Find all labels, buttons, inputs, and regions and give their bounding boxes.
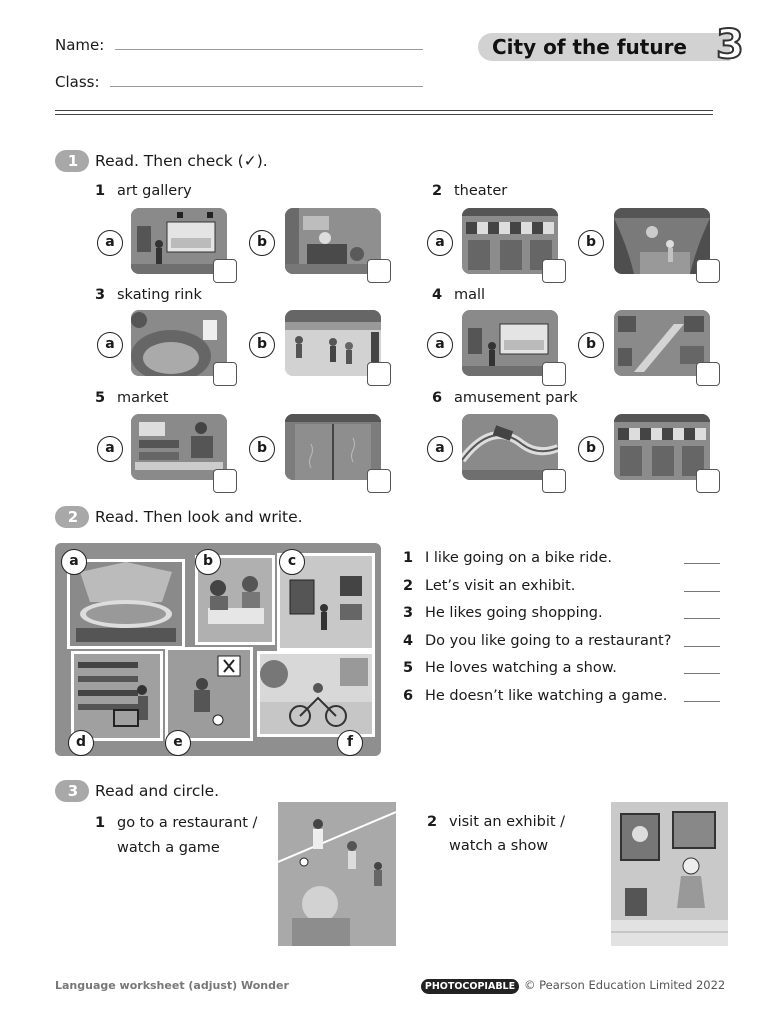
s2-answer-blank-6[interactable]	[684, 701, 720, 702]
s1-item3-num: 3	[95, 287, 106, 303]
s1-item4-option-a: a	[427, 332, 453, 358]
s3-item2-num: 2	[427, 814, 438, 830]
footer-worksheet-label: Language worksheet (adjust) Wonder	[55, 979, 289, 992]
s1-item6-label: amusement park	[454, 390, 578, 406]
grocery-shopping-panel	[71, 651, 163, 741]
s2-answer-blank-1[interactable]	[684, 563, 720, 564]
s2-sentence2-num: 2	[403, 578, 414, 594]
s1-item2-checkbox-a[interactable]	[542, 259, 566, 283]
section1-instruction: Read. Then check (✓).	[95, 152, 268, 170]
s2-sentence5-text: He loves watching a show.	[425, 660, 617, 676]
s1-item6-num: 6	[432, 390, 443, 406]
header-divider-bottom	[55, 114, 713, 115]
museum-exhibit-illustration	[611, 802, 728, 946]
section1-number: 1	[67, 152, 79, 170]
name-line[interactable]	[115, 49, 423, 50]
s2-sentence6-num: 6	[403, 688, 414, 704]
stage-arena-illustration	[70, 562, 182, 646]
s2-sentence4-num: 4	[403, 633, 414, 649]
section2-badge	[55, 506, 89, 528]
s3-item2-picture	[611, 802, 728, 946]
s2-sentence3-text: He likes going shopping.	[425, 605, 603, 621]
s1-item1-num: 1	[95, 183, 106, 199]
footer-copyright: © Pearson Education Limited 2022	[524, 978, 726, 992]
s3-item1-option2[interactable]: watch a game	[117, 840, 220, 856]
s1-item6-option-a: a	[427, 436, 453, 462]
name-label: Name:	[55, 36, 105, 54]
s2-picture-label-a: a	[61, 549, 87, 575]
s2-picture-label-f: f	[337, 730, 363, 756]
section2-instruction: Read. Then look and write.	[95, 508, 303, 526]
s2-answer-blank-4[interactable]	[684, 646, 720, 647]
s1-item5-option-b: b	[249, 436, 275, 462]
s1-item1-label: art gallery	[117, 183, 192, 199]
s2-sentence4-text: Do you like going to a restaurant?	[425, 633, 672, 649]
city-scene-collage	[55, 543, 381, 756]
s2-picture-label-e: e	[165, 730, 191, 756]
s3-item2-option1[interactable]: visit an exhibit /	[449, 814, 566, 830]
s1-item5-label: market	[117, 390, 169, 406]
section2-number: 2	[67, 508, 79, 526]
supermarket-illustration	[74, 654, 160, 738]
s2-sentence5-num: 5	[403, 660, 414, 676]
theater-stage-panel	[67, 559, 185, 649]
s1-item1-checkbox-b[interactable]	[367, 259, 391, 283]
s1-item5-checkbox-a[interactable]	[213, 469, 237, 493]
bike-ride-panel	[257, 651, 375, 737]
soccer-game-illustration	[278, 802, 396, 946]
s1-item3-checkbox-a[interactable]	[213, 362, 237, 386]
s1-item4-checkbox-a[interactable]	[542, 362, 566, 386]
s2-picture-label-d: d	[68, 730, 94, 756]
section3-badge	[55, 780, 89, 802]
s2-sentence2-text: Let’s visit an exhibit.	[425, 578, 576, 594]
photocopiable-badge: PHOTOCOPIABLE	[421, 979, 519, 994]
s3-item1-num: 1	[95, 815, 106, 831]
s2-sentence1-num: 1	[403, 550, 414, 566]
s1-item3-option-a: a	[97, 332, 123, 358]
s3-item1-picture	[278, 802, 396, 946]
section3-instruction: Read and circle.	[95, 782, 220, 800]
s2-sentence3-num: 3	[403, 605, 414, 621]
s1-item2-option-b: b	[578, 230, 604, 256]
s2-sentence6-text: He doesn’t like watching a game.	[425, 688, 668, 704]
class-line[interactable]	[110, 86, 423, 87]
s1-item4-checkbox-b[interactable]	[696, 362, 720, 386]
s2-answer-blank-3[interactable]	[684, 618, 720, 619]
s3-item2-option2[interactable]: watch a show	[449, 838, 549, 854]
s1-item6-option-b: b	[578, 436, 604, 462]
s1-item3-checkbox-b[interactable]	[367, 362, 391, 386]
s1-item4-num: 4	[432, 287, 443, 303]
s2-answer-blank-5[interactable]	[684, 673, 720, 674]
s1-item5-option-a: a	[97, 436, 123, 462]
section1-badge	[55, 150, 89, 172]
section3-number: 3	[67, 782, 79, 800]
s1-item2-label: theater	[454, 183, 508, 199]
page-title: City of the future	[492, 35, 687, 59]
cyclist-illustration	[260, 654, 372, 734]
header-divider-top	[55, 110, 713, 111]
s1-item1-option-a: a	[97, 230, 123, 256]
s3-item1-option1[interactable]: go to a restaurant /	[117, 815, 258, 831]
s1-item6-checkbox-b[interactable]	[696, 469, 720, 493]
s1-item5-checkbox-b[interactable]	[367, 469, 391, 493]
s1-item6-checkbox-a[interactable]	[542, 469, 566, 493]
s1-item1-checkbox-a[interactable]	[213, 259, 237, 283]
s1-item3-label: skating rink	[117, 287, 202, 303]
s2-picture-label-b: b	[195, 549, 221, 575]
s1-item4-option-b: b	[578, 332, 604, 358]
sports-game-panel	[165, 647, 253, 741]
s1-item5-num: 5	[95, 390, 106, 406]
s2-sentence1-text: I like going on a bike ride.	[425, 550, 612, 566]
soccer-illustration	[168, 650, 250, 738]
unit-number: 3	[716, 22, 744, 68]
s2-answer-blank-2[interactable]	[684, 591, 720, 592]
class-label: Class:	[55, 73, 100, 91]
s1-item2-num: 2	[432, 183, 443, 199]
s1-item3-option-b: b	[249, 332, 275, 358]
s1-item2-option-a: a	[427, 230, 453, 256]
s1-item1-option-b: b	[249, 230, 275, 256]
s1-item4-label: mall	[454, 287, 486, 303]
s1-item2-checkbox-b[interactable]	[696, 259, 720, 283]
s2-picture-label-c: c	[279, 549, 305, 575]
